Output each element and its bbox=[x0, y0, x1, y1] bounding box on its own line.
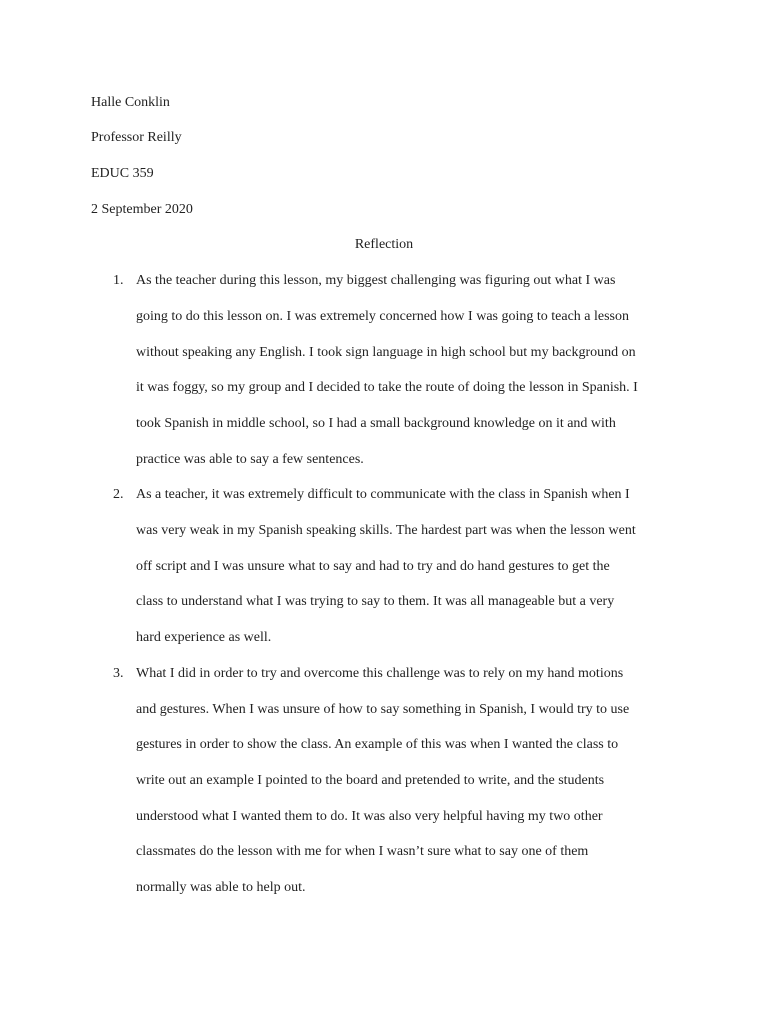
paragraph-line: off script and I was unsure what to say and had to try and do hand gestures to get the bbox=[136, 559, 610, 574]
paragraph-line: What I did in order to try and overcome this challenge was to rely on my hand motions bbox=[136, 666, 624, 681]
paragraph-line: without speaking any English. I took sign language in high school but my background on bbox=[136, 345, 636, 360]
paragraph-line: practice was able to say a few sentences. bbox=[136, 452, 364, 467]
paragraph-line: going to do this lesson on. I was extremely concerned how I was going to teach a lesson bbox=[136, 309, 630, 324]
paragraph-line: it was foggy, so my group and I decided to take the route of doing the lesson in Spanish. I bbox=[136, 380, 638, 395]
professor-name: Professor Reilly bbox=[91, 130, 182, 145]
paragraph-line: write out an example I pointed to the board and pretended to write, and the students bbox=[136, 773, 605, 788]
list-item-number: 2. bbox=[113, 487, 124, 502]
paragraph-line: classmates do the lesson with me for when I wasn’t sure what to say one of them bbox=[136, 844, 589, 859]
date: 2 September 2020 bbox=[91, 202, 193, 217]
paragraph-line: and gestures. When I was unsure of how to say something in Spanish, I would try to use bbox=[136, 702, 630, 717]
course-code: EDUC 359 bbox=[91, 166, 154, 181]
paragraph-line: normally was able to help out. bbox=[136, 880, 306, 895]
paragraph-line: was very weak in my Spanish speaking skills. The hardest part was when the lesson went bbox=[136, 523, 636, 538]
list-item-number: 3. bbox=[113, 666, 124, 681]
page-title: Reflection bbox=[354, 237, 414, 252]
paragraph-line: As a teacher, it was extremely difficult to communicate with the class in Spanish when I bbox=[136, 487, 630, 502]
paragraph-line: gestures in order to show the class. An example of this was when I wanted the class to bbox=[136, 737, 619, 752]
paragraph-line: hard experience as well. bbox=[136, 630, 272, 645]
paragraph-line: As the teacher during this lesson, my biggest challenging was figuring out what I was bbox=[136, 273, 616, 288]
student-name: Halle Conklin bbox=[91, 95, 170, 110]
paragraph-line: understood what I wanted them to do. It was also very helpful having my two other bbox=[136, 809, 603, 824]
paragraph-line: class to understand what I was trying to say to them. It was all manageable but a very bbox=[136, 594, 615, 609]
list-item-number: 1. bbox=[113, 273, 124, 288]
paragraph-line: took Spanish in middle school, so I had a small background knowledge on it and with bbox=[136, 416, 616, 431]
